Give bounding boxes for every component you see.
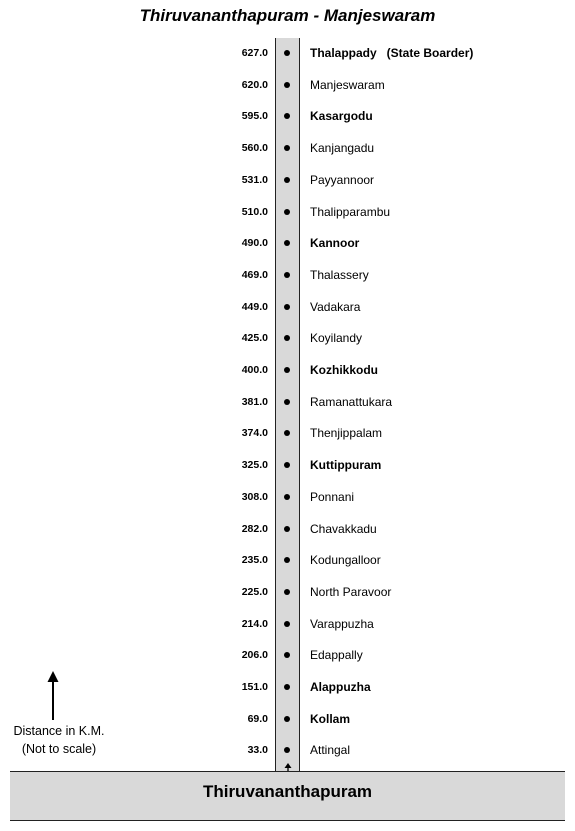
stop-row [0,583,575,601]
stop-row [0,234,575,252]
stop-dot-icon [284,526,290,532]
legend-text [0,722,118,758]
stop-place: Payyannoor [310,172,375,187]
stop-place: Koyilandy [310,331,363,346]
stop-row [0,298,575,316]
stop-dot-icon [284,462,290,468]
stop-dot-icon [284,240,290,246]
stop-distance: 308.0 [241,490,268,503]
stop-row [0,520,575,538]
stop-distance: 449.0 [241,300,268,313]
stop-row [0,615,575,633]
stop-place: Chavakkadu [310,521,377,536]
stop-dot-icon [284,113,290,119]
stop-dot-icon [284,82,290,88]
stop-place: Attingal [310,743,351,758]
stop-row [0,76,575,94]
stop-dot-icon [284,335,290,341]
stop-distance: 214.0 [241,617,268,630]
stop-distance: 69.0 [247,712,268,725]
stop-distance: 235.0 [241,554,268,567]
stop-place: Ponnani [310,489,355,504]
stop-dot-icon [284,716,290,722]
legend-line-2: (Not to scale) [21,742,97,756]
stop-distance: 510.0 [241,205,268,218]
stop-row [0,329,575,347]
stop-place: Kuttippuram [310,458,382,473]
stop-row [0,488,575,506]
stop-dot-icon [284,367,290,373]
stop-distance: 206.0 [241,649,268,662]
up-arrow-icon [46,671,60,721]
origin-base [10,771,565,821]
stop-row [0,361,575,379]
stop-distance: 560.0 [241,142,268,155]
stop-distance: 490.0 [241,237,268,250]
origin-label: Thiruvananthapuram [202,782,373,801]
diagram-title: Thiruvananthapuram - Manjeswaram [139,6,436,25]
stop-row [0,456,575,474]
stop-row [0,171,575,189]
stop-dot-icon [284,50,290,56]
stop-dot-icon [284,684,290,690]
stop-dot-icon [284,272,290,278]
stop-place: Ramanattukara [310,394,393,409]
stop-place: Kanjangadu [310,141,375,156]
stop-distance: 325.0 [241,459,268,472]
legend-line-1: Distance in K.M. [13,724,105,738]
stop-dot-icon [284,621,290,627]
stop-distance: 531.0 [241,173,268,186]
stop-row [0,44,575,62]
stop-place: North Paravoor [310,584,392,599]
stop-place: Kasargodu [310,109,373,124]
stop-distance: 620.0 [241,78,268,91]
stop-dot-icon [284,747,290,753]
stop-dot-icon [284,399,290,405]
stop-distance: 627.0 [241,47,268,59]
stop-place: Alappuzha [310,680,371,694]
stop-distance: 400.0 [241,364,268,376]
stop-dot-icon [284,145,290,151]
stop-place: Kannoor [310,236,360,251]
stop-dot-icon [284,494,290,500]
stop-row [0,393,575,411]
stop-row [0,678,575,696]
stop-dot-icon [284,652,290,658]
stop-place: Thalassery [310,267,369,282]
stop-place: Varappuzha [310,616,374,631]
stop-distance: 381.0 [241,395,268,408]
stop-row [0,107,575,125]
stop-distance: 33.0 [247,744,268,757]
stop-place: Manjeswaram [310,77,385,92]
stop-distance: 425.0 [241,332,268,345]
stop-distance: 225.0 [241,585,268,598]
stop-distance: 282.0 [241,522,268,535]
stop-place: Thalipparambu [310,204,391,219]
stop-row [0,424,575,442]
stop-row [0,646,575,664]
stop-place: Thenjippalam [310,426,383,441]
stop-distance: 374.0 [241,427,268,440]
stop-place: Edappally [310,648,363,663]
stop-row [0,551,575,569]
stop-row [0,139,575,157]
stop-distance: 469.0 [241,268,268,281]
stop-place: Kodungalloor [310,553,381,568]
stop-place: Vadakara [310,299,361,314]
stop-dot-icon [284,177,290,183]
stop-place: Thalappady (State Boarder) [310,46,474,60]
stop-place: Kollam [310,711,351,726]
stop-dot-icon [284,304,290,310]
stop-dot-icon [284,209,290,215]
stop-dot-icon [284,430,290,436]
stop-dot-icon [284,557,290,563]
stop-dot-icon [284,589,290,595]
stop-row [0,203,575,221]
stop-row [0,266,575,284]
stop-distance: 151.0 [241,681,268,693]
stop-distance: 595.0 [241,110,268,123]
stop-place: Kozhikkodu [310,363,378,377]
